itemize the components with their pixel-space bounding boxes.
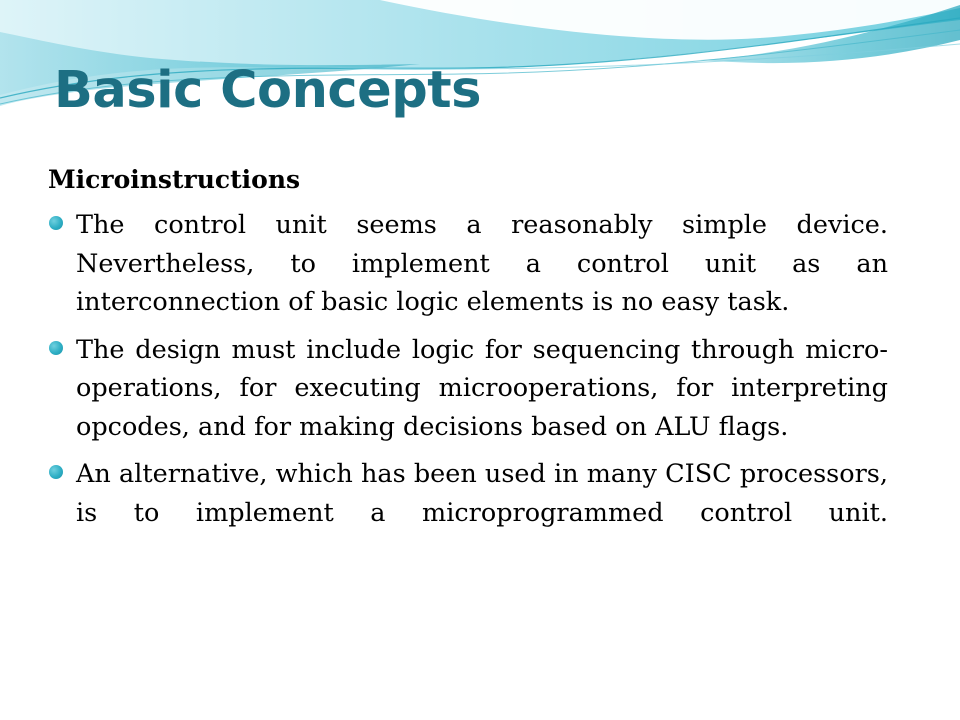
bullet-dot-icon	[49, 216, 63, 230]
bullet-dot-icon	[49, 341, 63, 355]
bullet-dot-icon	[49, 465, 63, 479]
bullet-list	[48, 206, 888, 541]
slide-title: Basic Concepts	[54, 61, 481, 120]
bullet-text: An alternative, which has been used in many CISC processors, is to implement a microprogrammed control unit.	[76, 459, 888, 528]
bullet-item	[48, 206, 888, 322]
bullet-item	[48, 455, 888, 532]
bullet-text: The control unit seems a reasonably simple device. Nevertheless, to implement a control unit as an interconnection of basic logic elements is no easy task.	[76, 210, 888, 317]
section-heading: Microinstructions	[48, 165, 301, 194]
bullet-item	[48, 331, 888, 447]
bullet-text: The design must include logic for sequencing through micro-operations, for executing microoperations, for interpreting opcodes, and for making decisions based on ALU flags.	[76, 334, 888, 442]
